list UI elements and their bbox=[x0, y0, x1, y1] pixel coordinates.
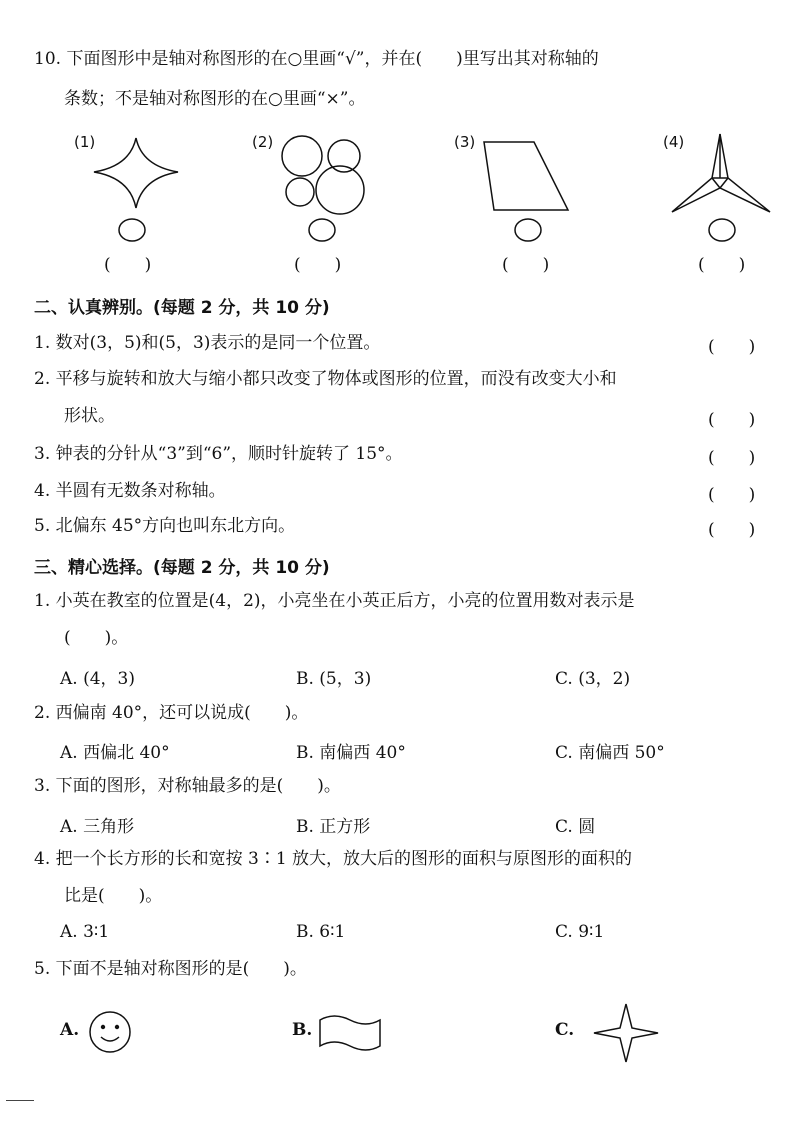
s3-q3-option-a[interactable]: A. 三角形 bbox=[60, 817, 135, 837]
s2-item2-paren[interactable]: ( ) bbox=[708, 410, 756, 430]
s3-q1-cont: ( )。 bbox=[64, 628, 129, 648]
s2-item3: 3. 钟表的分针从“3”到“6”，顺时针旋转了 15°。 bbox=[34, 444, 403, 464]
s3-q3: 3. 下面的图形，对称轴最多的是( )。 bbox=[34, 776, 341, 796]
s2-item2-cont: 形状。 bbox=[64, 406, 115, 426]
s3-q3-option-b[interactable]: B. 正方形 bbox=[296, 817, 371, 837]
s3-q2-option-b[interactable]: B. 南偏西 40° bbox=[296, 743, 406, 763]
s3-q5-option-a[interactable]: A. bbox=[60, 1020, 80, 1040]
circles-cluster-icon bbox=[280, 134, 370, 216]
four-point-star-icon bbox=[594, 1004, 660, 1062]
s3-q1-option-b[interactable]: B. (5，3) bbox=[296, 669, 372, 689]
fig4-answer-circle[interactable] bbox=[708, 218, 738, 244]
s2-item5-paren[interactable]: ( ) bbox=[708, 520, 756, 540]
s3-q5-option-b[interactable]: B. bbox=[292, 1020, 313, 1040]
q10-line1: 10. 下面图形中是轴对称图形的在○里画“√”，并在( )里写出其对称轴的 bbox=[34, 49, 599, 69]
fig3-answer-paren[interactable]: ( ) bbox=[502, 255, 550, 275]
s2-item3-paren[interactable]: ( ) bbox=[708, 448, 756, 468]
four-point-star-icon bbox=[92, 138, 182, 208]
fig1-label: (1) bbox=[74, 133, 96, 151]
fig4-label: (4) bbox=[663, 133, 685, 151]
s3-q4-option-a[interactable]: A. 3∶1 bbox=[60, 922, 110, 942]
s3-q5-option-c[interactable]: C. bbox=[555, 1020, 575, 1040]
fig1-answer-circle[interactable] bbox=[118, 218, 148, 244]
s2-item4-paren[interactable]: ( ) bbox=[708, 485, 756, 505]
s3-q4-option-c[interactable]: C. 9∶1 bbox=[555, 922, 605, 942]
s3-q4: 4. 把一个长方形的长和宽按 3∶1 放大，放大后的图形的面积与原图形的面积的 bbox=[34, 849, 633, 869]
fig3-answer-circle[interactable] bbox=[514, 218, 544, 244]
s3-q5: 5. 下面不是轴对称图形的是( )。 bbox=[34, 959, 307, 979]
s2-item1-paren[interactable]: ( ) bbox=[708, 337, 756, 357]
s2-item1: 1. 数对(3，5)和(5，3)表示的是同一个位置。 bbox=[34, 333, 381, 353]
s3-q2-option-a[interactable]: A. 西偏北 40° bbox=[60, 743, 170, 763]
parallelogram-icon bbox=[482, 140, 572, 212]
s3-q1: 1. 小英在教室的位置是(4，2)，小亮坐在小英正后方，小亮的位置用数对表示是 bbox=[34, 591, 635, 611]
smiley-face-icon bbox=[88, 1010, 134, 1056]
s3-q4-cont: 比是( )。 bbox=[64, 886, 163, 906]
fig2-label: (2) bbox=[252, 133, 274, 151]
q10-line2: 条数；不是轴对称图形的在○里画“×”。 bbox=[64, 89, 366, 109]
fig4-answer-paren[interactable]: ( ) bbox=[698, 255, 746, 275]
s2-item2: 2. 平移与旋转和放大与缩小都只改变了物体或图形的位置，而没有改变大小和 bbox=[34, 369, 617, 389]
wavy-flag-icon bbox=[318, 1014, 382, 1054]
s3-q1-option-a[interactable]: A. (4，3) bbox=[60, 669, 135, 689]
fig3-label: (3) bbox=[454, 133, 476, 151]
s3-q4-option-b[interactable]: B. 6∶1 bbox=[296, 922, 346, 942]
s3-q3-option-c[interactable]: C. 圆 bbox=[555, 817, 596, 837]
s2-item4: 4. 半圆有无数条对称轴。 bbox=[34, 481, 226, 501]
fig2-answer-circle[interactable] bbox=[308, 218, 338, 244]
fig1-answer-paren[interactable]: ( ) bbox=[104, 255, 152, 275]
fig2-answer-paren[interactable]: ( ) bbox=[294, 255, 342, 275]
s3-q2: 2. 西偏南 40°，还可以说成( )。 bbox=[34, 703, 309, 723]
three-point-star-icon bbox=[670, 132, 772, 214]
section2-heading: 二、认真辨别。(每题 2 分，共 10 分) bbox=[34, 298, 330, 318]
s3-q2-option-c[interactable]: C. 南偏西 50° bbox=[555, 743, 665, 763]
page-edge-mark bbox=[6, 1100, 34, 1101]
s2-item5: 5. 北偏东 45°方向也叫东北方向。 bbox=[34, 516, 296, 536]
section3-heading: 三、精心选择。(每题 2 分，共 10 分) bbox=[34, 558, 330, 578]
s3-q1-option-c[interactable]: C. (3，2) bbox=[555, 669, 631, 689]
